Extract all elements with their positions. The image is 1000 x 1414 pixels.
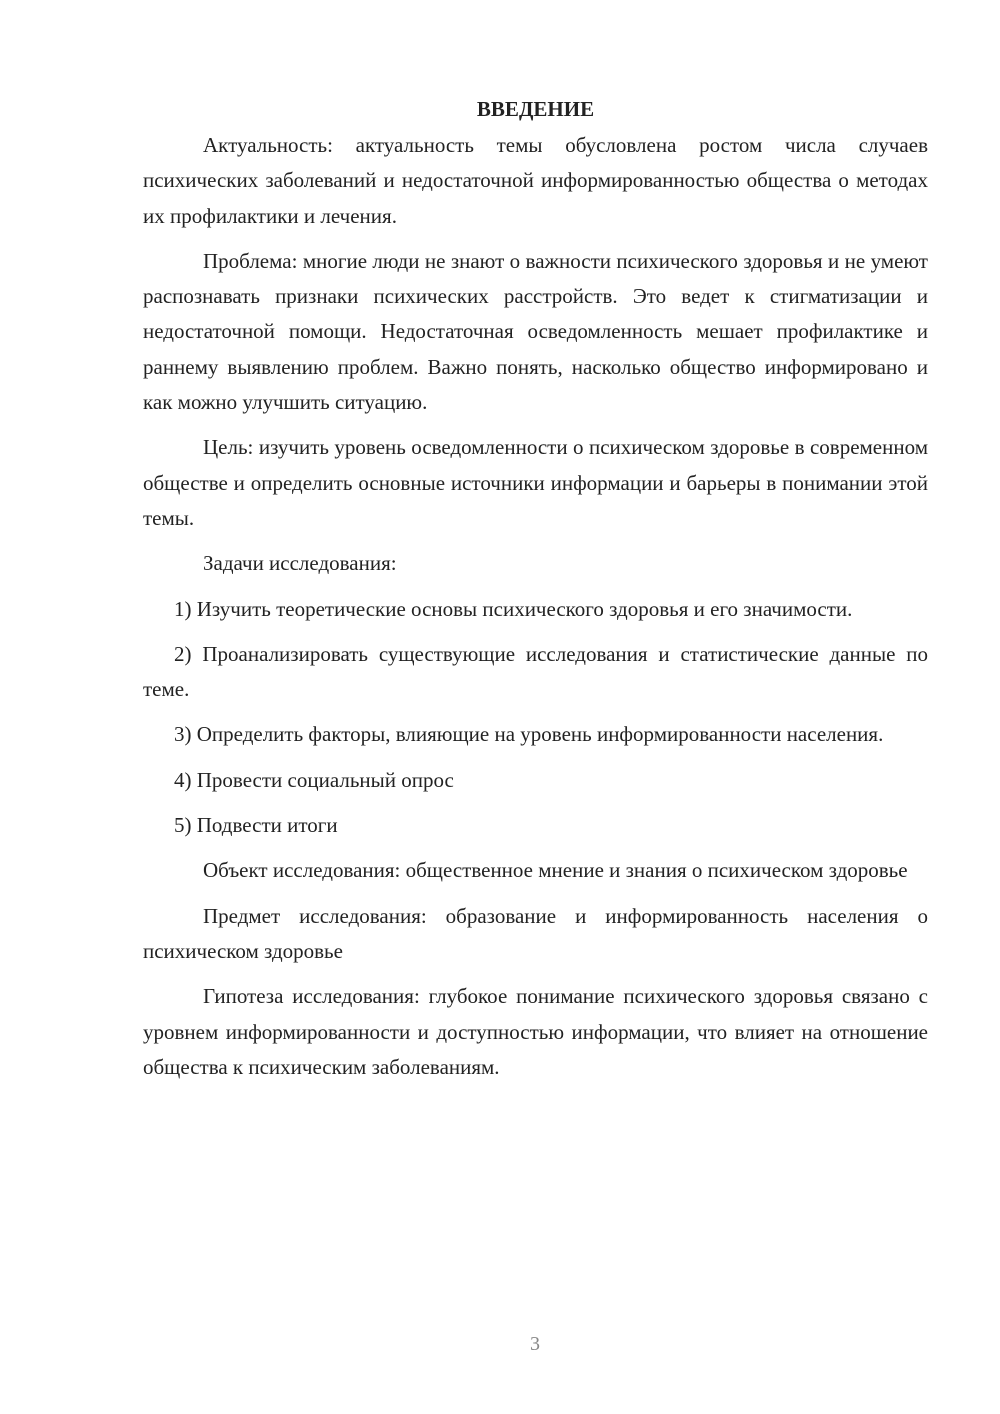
research-hypothesis-paragraph: Гипотеза исследования: глубокое понимание психического здоровья связано с уровнем информированности и доступностью информации, что влияет на отношение общества к психическим заболеваниям.	[143, 984, 928, 1079]
task-item-3: 3) Определить факторы, влияющие на уровень информированности населения.	[174, 722, 884, 747]
problem-paragraph: Проблема: многие люди не знают о важности психического здоровья и не умеют распознавать признаки психических расстройств. Это ведет к стигматизации и недостаточной помощи. Недостаточная осведомленность мешает профилактике и раннему выявлению проблем. Важно понять, насколько общество информировано и как можно улучшить ситуацию.	[143, 248, 928, 415]
task-item-5: 5) Подвести итоги	[174, 813, 338, 838]
task-item-4: 4) Провести социальный опрос	[174, 767, 454, 792]
document-page	[143, 92, 928, 1085]
research-subject-paragraph: Предмет исследования: образование и информированность населения о психическом здоровье	[143, 903, 928, 963]
section-title: ВВЕДЕНИЕ	[476, 97, 595, 121]
task-item-1: 1) Изучить теоретические основы психического здоровья и его значимости.	[174, 596, 853, 621]
relevance-paragraph: Актуальность: актуальность темы обусловлена ростом числа случаев психических заболеваний и недостаточной информированностью общества о методах их профилактики и лечения.	[143, 133, 928, 228]
task-item-2: 2) Проанализировать существующие исследования и статистические данные по теме.	[143, 641, 928, 702]
research-object-paragraph: Объект исследования: общественное мнение и знания о психическом здоровье	[203, 858, 908, 883]
page-number: 3	[530, 1333, 540, 1355]
tasks-heading: Задачи исследования:	[203, 551, 397, 576]
goal-paragraph: Цель: изучить уровень осведомленности о психическом здоровье в современном обществе и определить основные источники информации и барьеры в понимании этой темы.	[143, 435, 928, 530]
